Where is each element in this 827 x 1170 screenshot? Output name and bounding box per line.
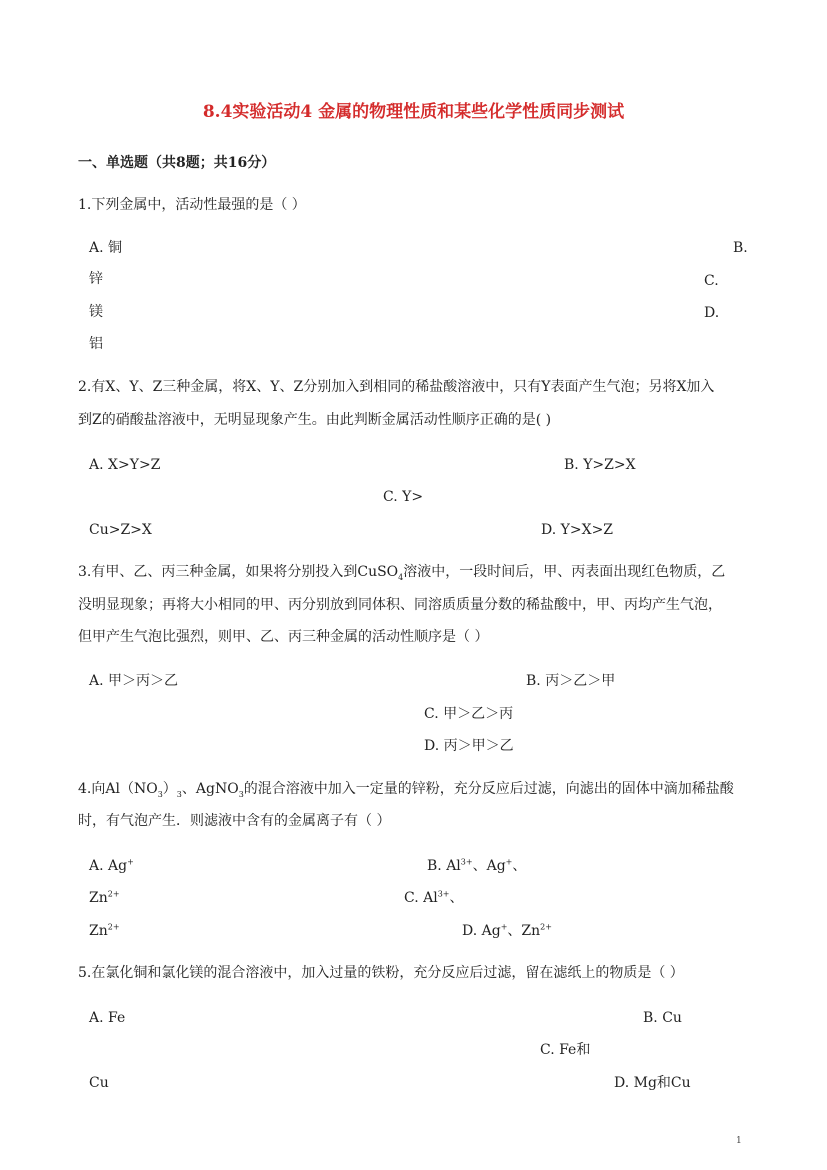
superscript: 2+ bbox=[540, 922, 552, 932]
question-5-option-a: A. Fe bbox=[89, 1010, 126, 1026]
question-4-stem-part-4: 的混合溶液中加入一定量的锌粉，充分反应后过滤，向滤出的固体中滴加稀盐酸 bbox=[243, 781, 734, 797]
subscript: 3 bbox=[238, 789, 244, 799]
question-5-option-c-continued: Cu bbox=[89, 1075, 109, 1091]
option-d-text-mid: 、Zn bbox=[507, 923, 541, 939]
subscript: 4 bbox=[398, 572, 404, 582]
option-b-text: B. Al bbox=[427, 858, 461, 874]
question-4-option-c-continued bbox=[89, 921, 120, 941]
superscript: 3+ bbox=[437, 889, 450, 899]
question-1-option-a: A. 铜 bbox=[89, 240, 123, 256]
question-4-option-c bbox=[404, 888, 464, 908]
superscript: + bbox=[127, 857, 134, 867]
question-2-option-b: B. Y>Z>X bbox=[564, 457, 636, 473]
question-5-option-b: B. Cu bbox=[643, 1010, 682, 1026]
question-5-option-c: C. Fe和 bbox=[540, 1042, 591, 1058]
question-1-option-b-label: B. bbox=[733, 240, 748, 256]
superscript: + bbox=[500, 922, 508, 932]
page-number: 1 bbox=[736, 1136, 742, 1146]
question-1-option-c-label: C. bbox=[704, 273, 719, 289]
question-2-option-c-continued: Cu>Z>X bbox=[89, 522, 152, 538]
question-3-stem-line-1-part-1: 3.有甲、乙、丙三种金属，如果将分别投入到CuSO bbox=[78, 564, 399, 580]
question-3-stem-line-1 bbox=[78, 562, 725, 582]
option-b-text-mid: 、Ag bbox=[472, 858, 506, 874]
question-3-stem-line-2: 没明显现象；再将大小相同的甲、丙分别放到同体积、同溶质质量分数的稀盐酸中，甲、丙均产生气泡， bbox=[78, 597, 722, 613]
question-4-option-d bbox=[462, 921, 552, 941]
superscript: 2+ bbox=[107, 922, 120, 932]
question-4-stem-part-1: 4.向Al（NO bbox=[78, 781, 158, 797]
option-a-text: A. Ag bbox=[89, 858, 128, 874]
question-5-stem: 5.在氯化铜和氯化镁的混合溶液中，加入过量的铁粉，充分反应后过滤，留在滤纸上的物质是（ ） bbox=[78, 965, 684, 981]
option-b-cont-text: Zn bbox=[89, 890, 108, 906]
question-2-option-a: A. X>Y>Z bbox=[89, 457, 161, 473]
option-b-text-end: 、 bbox=[512, 858, 527, 874]
question-3-option-c: C. 甲＞乙＞丙 bbox=[424, 706, 514, 722]
option-c-text: C. Al bbox=[404, 890, 438, 906]
question-4-stem-line-1 bbox=[78, 779, 734, 799]
question-4-option-a bbox=[89, 856, 134, 876]
question-1-option-d-text: 铝 bbox=[89, 336, 103, 352]
question-3-stem-line-3: 但甲产生气泡比强烈，则甲、乙、丙三种金属的活动性顺序是（ ） bbox=[78, 629, 489, 645]
question-2-stem-line-1: 2.有X、Y、Z三种金属，将X、Y、Z分别加入到相同的稀盐酸溶液中，只有Y表面产生气泡；另将X加入 bbox=[78, 379, 715, 395]
section-heading: 一、单选题（共8题；共16分） bbox=[78, 155, 276, 171]
question-1-option-c-text: 镁 bbox=[89, 304, 103, 320]
subscript: 3 bbox=[157, 789, 163, 799]
question-5-option-d: D. Mg和Cu bbox=[614, 1075, 691, 1091]
superscript: 2+ bbox=[107, 889, 120, 899]
question-3-option-a: A. 甲＞丙＞乙 bbox=[89, 673, 179, 689]
question-3-stem-line-1-part-2: 溶液中，一段时间后，甲、丙表面出现红色物质，乙 bbox=[403, 564, 726, 580]
question-4-stem-part-2: ） bbox=[162, 781, 177, 797]
question-4-option-b bbox=[427, 856, 526, 876]
document-title: 8.4实验活动4 金属的物理性质和某些化学性质同步测试 bbox=[202, 102, 625, 122]
superscript: 3+ bbox=[460, 857, 473, 867]
option-c-cont-text: Zn bbox=[89, 923, 108, 939]
question-2-option-c: C. Y> bbox=[383, 489, 424, 505]
question-3-option-b: B. 丙＞乙＞甲 bbox=[526, 673, 616, 689]
subscript: 3 bbox=[176, 789, 182, 799]
question-2-stem-line-2: 到Z的硝酸盐溶液中，无明显现象产生。由此判断金属活动性顺序正确的是( ) bbox=[78, 412, 552, 428]
question-4-option-b-continued bbox=[89, 888, 120, 908]
question-4-stem-line-2: 时，有气泡产生．则滤液中含有的金属离子有（ ） bbox=[78, 813, 391, 829]
question-1-option-b-text: 锌 bbox=[89, 271, 103, 287]
option-d-text: D. Ag bbox=[462, 923, 501, 939]
question-1-stem: 1.下列金属中，活动性最强的是（ ） bbox=[78, 197, 306, 213]
question-2-option-d: D. Y>X>Z bbox=[541, 522, 614, 538]
question-1-option-d-label: D. bbox=[704, 305, 720, 321]
option-c-text-end: 、 bbox=[449, 890, 464, 906]
question-3-option-d: D. 丙＞甲＞乙 bbox=[424, 738, 514, 754]
question-4-stem-part-3: 、AgNO bbox=[181, 781, 239, 797]
superscript: + bbox=[505, 857, 513, 867]
